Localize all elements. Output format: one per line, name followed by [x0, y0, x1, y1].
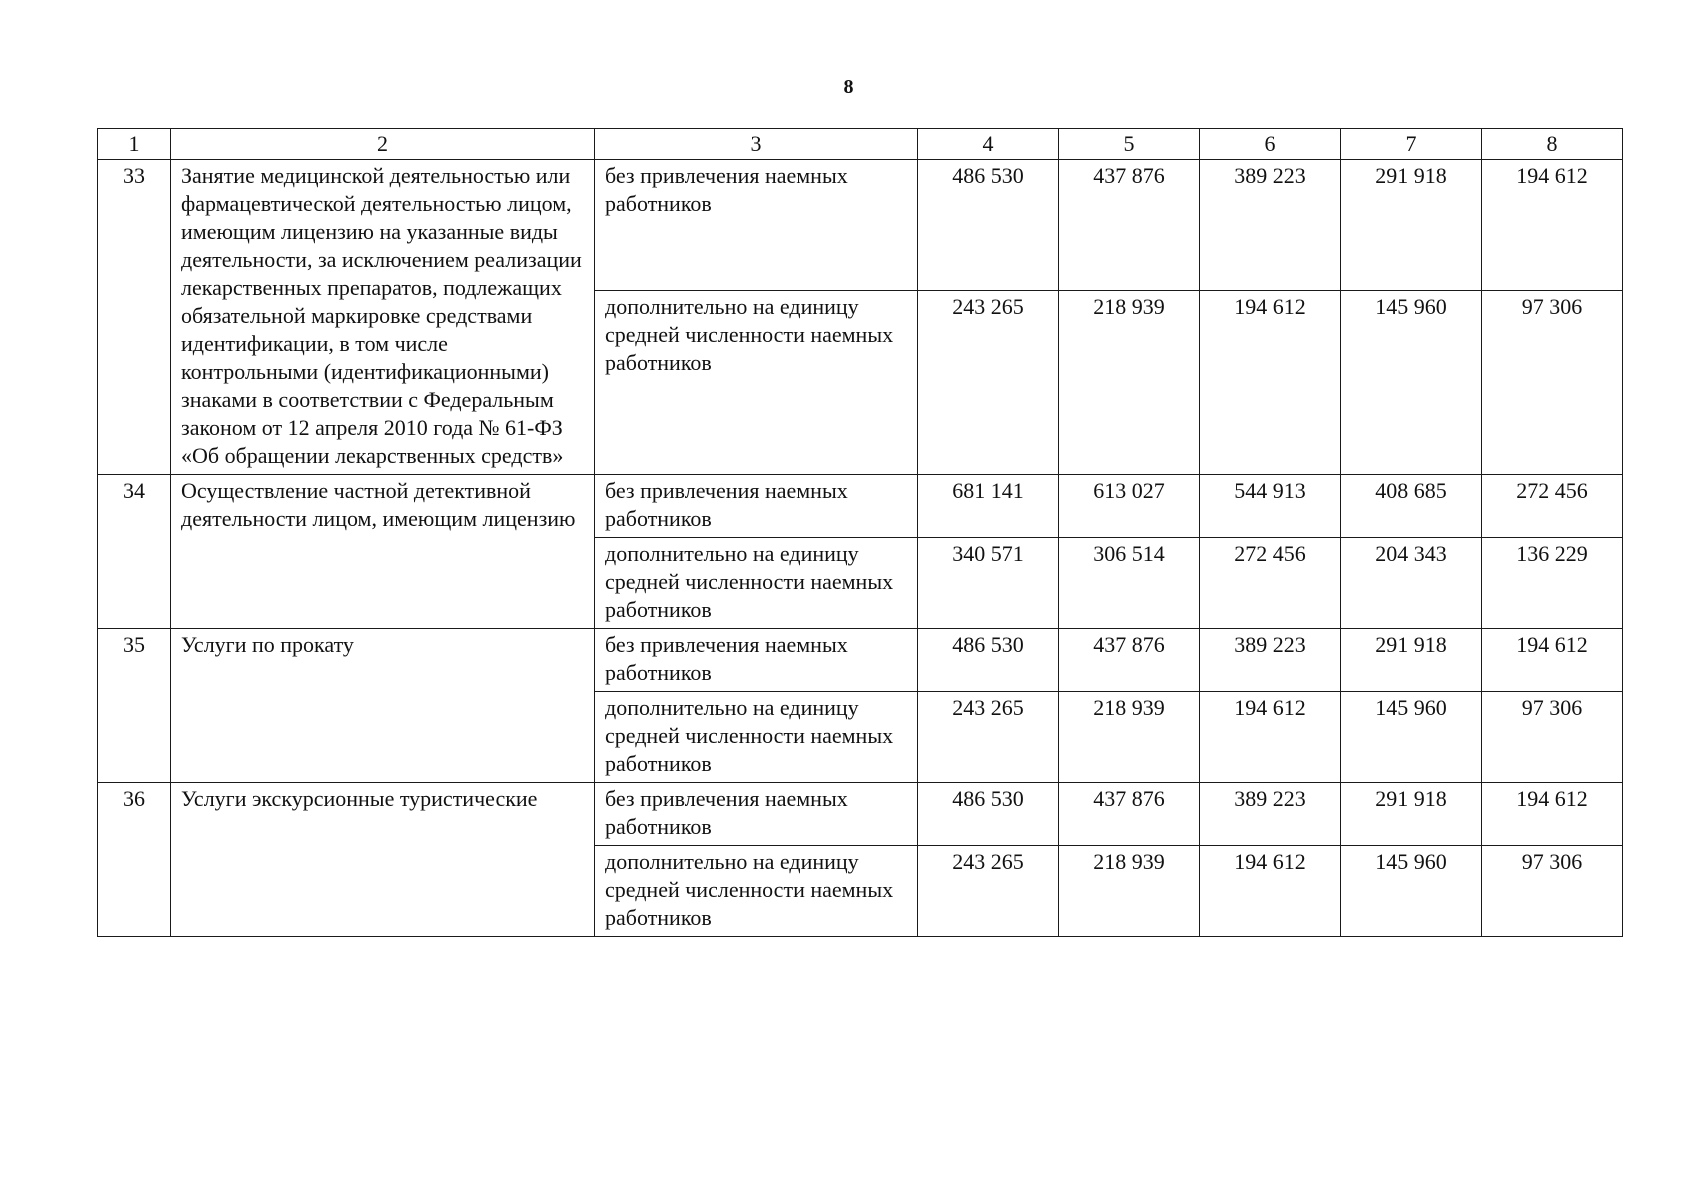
value-cell: 218 939 — [1059, 692, 1200, 783]
value-cell: 437 876 — [1059, 160, 1200, 291]
value-cell: 145 960 — [1341, 291, 1482, 475]
row-number: 36 — [98, 783, 171, 937]
value-cell: 97 306 — [1482, 846, 1623, 937]
activity-description: Занятие медицинской деятельностью или фармацевтической деятельностью лицом, имеющим лицензию на указанные виды деятельности, за исключением реализации лекарственных препаратов, подлежащих обязательной маркировке средствами идентификации, в том числе контрольными (идентификационными) знаками в соответствии с Федеральным законом от 12 апреля 2010 года № 61-ФЗ «Об обращении лекарственных средств» — [171, 160, 595, 475]
value-cell: 243 265 — [918, 692, 1059, 783]
value-cell: 486 530 — [918, 629, 1059, 692]
value-cell: 291 918 — [1341, 629, 1482, 692]
value-cell: 194 612 — [1482, 160, 1623, 291]
tariff-table — [97, 128, 1623, 937]
table-row — [98, 475, 1623, 538]
value-cell: 486 530 — [918, 160, 1059, 291]
row-number: 33 — [98, 160, 171, 475]
value-cell: 194 612 — [1482, 629, 1623, 692]
condition-cell: без привлечения наемных работников — [595, 629, 918, 692]
condition-cell: без привлечения наемных работников — [595, 783, 918, 846]
condition-cell: дополнительно на единицу средней численности наемных работников — [595, 846, 918, 937]
value-cell: 97 306 — [1482, 291, 1623, 475]
value-cell: 243 265 — [918, 291, 1059, 475]
activity-description: Услуги экскурсионные туристические — [171, 783, 595, 937]
column-header: 2 — [171, 129, 595, 160]
column-header: 3 — [595, 129, 918, 160]
activity-description: Услуги по прокату — [171, 629, 595, 783]
activity-description: Осуществление частной детективной деятельности лицом, имеющим лицензию — [171, 475, 595, 629]
column-header: 8 — [1482, 129, 1623, 160]
table-row — [98, 629, 1623, 692]
page-number: 8 — [843, 76, 854, 98]
column-header: 1 — [98, 129, 171, 160]
value-cell: 486 530 — [918, 783, 1059, 846]
value-cell: 136 229 — [1482, 538, 1623, 629]
value-cell: 681 141 — [918, 475, 1059, 538]
value-cell: 389 223 — [1200, 783, 1341, 846]
value-cell: 145 960 — [1341, 692, 1482, 783]
value-cell: 194 612 — [1200, 846, 1341, 937]
value-cell: 194 612 — [1200, 692, 1341, 783]
value-cell: 389 223 — [1200, 629, 1341, 692]
table-row — [98, 783, 1623, 846]
header-row — [98, 129, 1623, 160]
row-number: 35 — [98, 629, 171, 783]
table-row — [98, 160, 1623, 291]
value-cell: 97 306 — [1482, 692, 1623, 783]
condition-cell: дополнительно на единицу средней численности наемных работников — [595, 692, 918, 783]
value-cell: 218 939 — [1059, 291, 1200, 475]
value-cell: 613 027 — [1059, 475, 1200, 538]
value-cell: 340 571 — [918, 538, 1059, 629]
value-cell: 194 612 — [1482, 783, 1623, 846]
column-header: 6 — [1200, 129, 1341, 160]
value-cell: 291 918 — [1341, 160, 1482, 291]
condition-cell: без привлечения наемных работников — [595, 475, 918, 538]
value-cell: 204 343 — [1341, 538, 1482, 629]
value-cell: 389 223 — [1200, 160, 1341, 291]
value-cell: 437 876 — [1059, 629, 1200, 692]
row-number: 34 — [98, 475, 171, 629]
condition-cell: дополнительно на единицу средней численности наемных работников — [595, 538, 918, 629]
condition-cell: без привлечения наемных работников — [595, 160, 918, 291]
value-cell: 243 265 — [918, 846, 1059, 937]
value-cell: 272 456 — [1482, 475, 1623, 538]
value-cell: 194 612 — [1200, 291, 1341, 475]
column-header: 4 — [918, 129, 1059, 160]
value-cell: 145 960 — [1341, 846, 1482, 937]
value-cell: 306 514 — [1059, 538, 1200, 629]
value-cell: 408 685 — [1341, 475, 1482, 538]
column-header: 7 — [1341, 129, 1482, 160]
condition-cell: дополнительно на единицу средней численности наемных работников — [595, 291, 918, 475]
column-header: 5 — [1059, 129, 1200, 160]
value-cell: 437 876 — [1059, 783, 1200, 846]
value-cell: 291 918 — [1341, 783, 1482, 846]
value-cell: 218 939 — [1059, 846, 1200, 937]
value-cell: 272 456 — [1200, 538, 1341, 629]
value-cell: 544 913 — [1200, 475, 1341, 538]
